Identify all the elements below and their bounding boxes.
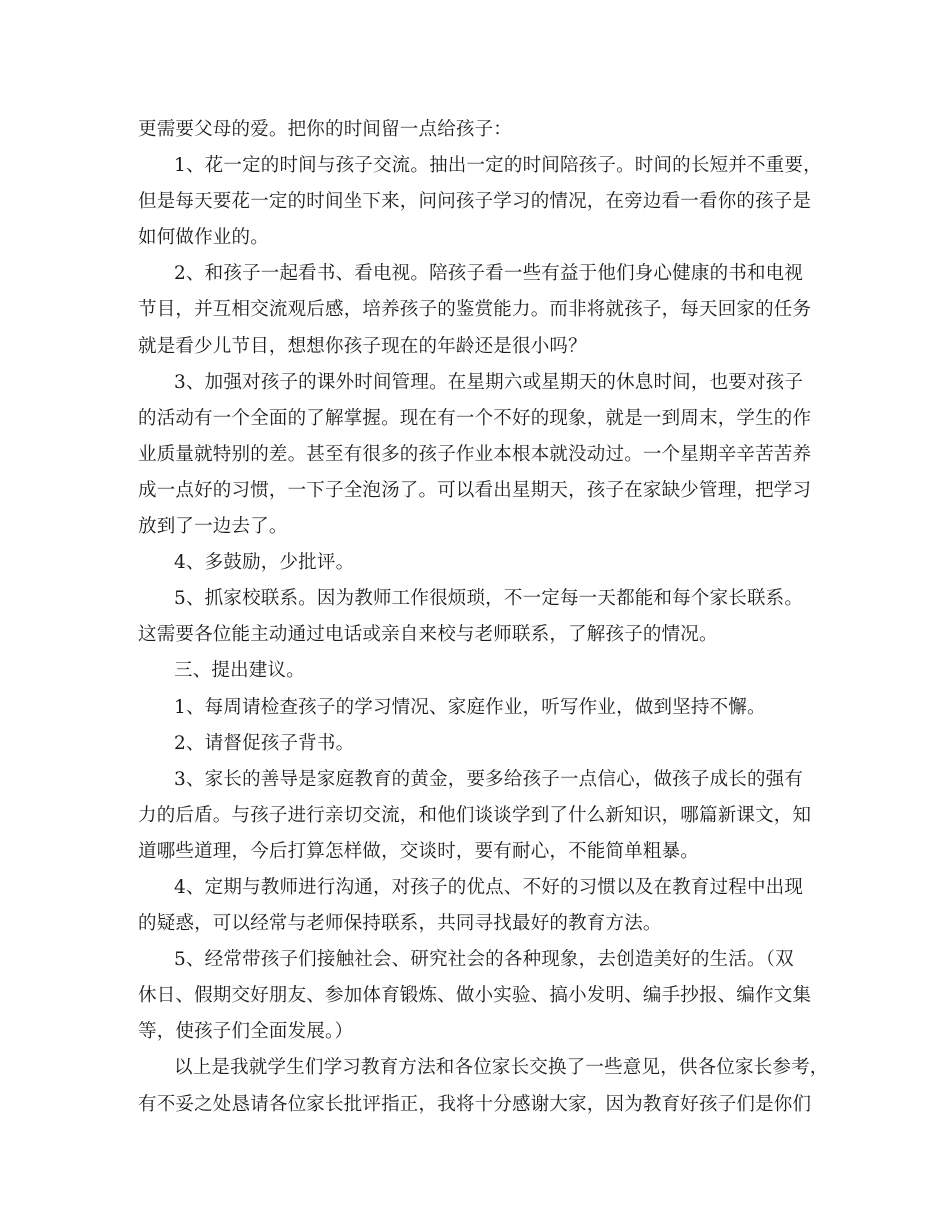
text-line: 成一点好的习惯，一下子全泡汤了。可以看出星期天，孩子在家缺少管理，把学习 <box>138 479 812 501</box>
text-line: 3、加强对孩子的课外时间管理。在星期六或星期天的休息时间，也要对孩子 <box>174 371 804 393</box>
text-line: 3、家长的善导是家庭教育的黄金，要多给孩子一点信心，做孩子成长的强有 <box>174 768 804 790</box>
text-line: 休日、假期交好朋友、参加体育锻炼、做小实验、搞小发明、编手抄报、编作文集 <box>138 985 812 1007</box>
text-line: 业质量就特别的差。甚至有很多的孩子作业本根本就没动过。一个星期辛辛苦苦养 <box>138 443 812 465</box>
text-line: 节目，并互相交流观后感，培养孩子的鉴赏能力。而非将就孩子，每天回家的任务 <box>138 299 812 321</box>
text-line: 4、定期与教师进行沟通，对孩子的优点、不好的习惯以及在教育过程中出现 <box>174 876 804 898</box>
text-line: 5、经常带孩子们接触社会、研究社会的各种现象，去创造美好的生活。（双 <box>174 949 794 971</box>
text-line: 如何做作业的。 <box>138 227 269 249</box>
text-line: 1、花一定的时间与孩子交流。抽出一定的时间陪孩子。时间的长短并不重要， <box>174 155 822 177</box>
text-line: 有不妥之处恳请各位家长批评指正，我将十分感谢大家，因为教育好孩子们是你们 <box>138 1093 812 1115</box>
text-line: 的活动有一个全面的了解掌握。现在有一个不好的现象，就是一到周末，学生的作 <box>138 407 812 429</box>
text-line: 道哪些道理，今后打算怎样做，交谈时，要有耐心，不能简单粗暴。 <box>138 840 700 862</box>
text-line: 2、和孩子一起看书、看电视。陪孩子看一些有益于他们身心健康的书和电视 <box>174 263 804 285</box>
text-line: 但是每天要花一定的时间坐下来，问问孩子学习的情况，在旁边看一看你的孩子是 <box>138 191 812 213</box>
text-line: 4、多鼓励，少批评。 <box>174 552 355 574</box>
text-line: 1、每周请检查孩子的学习情况、家庭作业，听写作业，做到坚持不懈。 <box>174 696 766 718</box>
text-line: 就是看少儿节目，想想你孩子现在的年龄还是很小吗？ <box>138 335 587 357</box>
text-line: 的疑惑，可以经常与老师保持联系，共同寻找最好的教育方法。 <box>138 913 662 935</box>
text-line: 这需要各位能主动通过电话或亲自来校与老师联系，了解孩子的情况。 <box>138 624 718 646</box>
text-line: 更需要父母的爱。把你的时间留一点给孩子： <box>138 119 513 140</box>
text-line: 等，使孩子们全面发展。） <box>138 1021 354 1043</box>
text-line: 2、请督促孩子背书。 <box>174 732 355 754</box>
text-line: 5、抓家校联系。因为教师工作很烦琐，不一定每一天都能和每个家长联系。 <box>174 588 804 610</box>
text-line: 三、提出建议。 <box>174 660 305 682</box>
text-line: 力的后盾。与孩子进行亲切交流，和他们谈谈学到了什么新知识，哪篇新课文，知 <box>138 804 812 826</box>
text-line: 放到了一边去了。 <box>138 516 288 538</box>
document-body <box>138 112 828 1123</box>
text-line: 以上是我就学生们学习教育方法和各位家长交换了一些意见，供各位家长参考， <box>174 1057 829 1079</box>
